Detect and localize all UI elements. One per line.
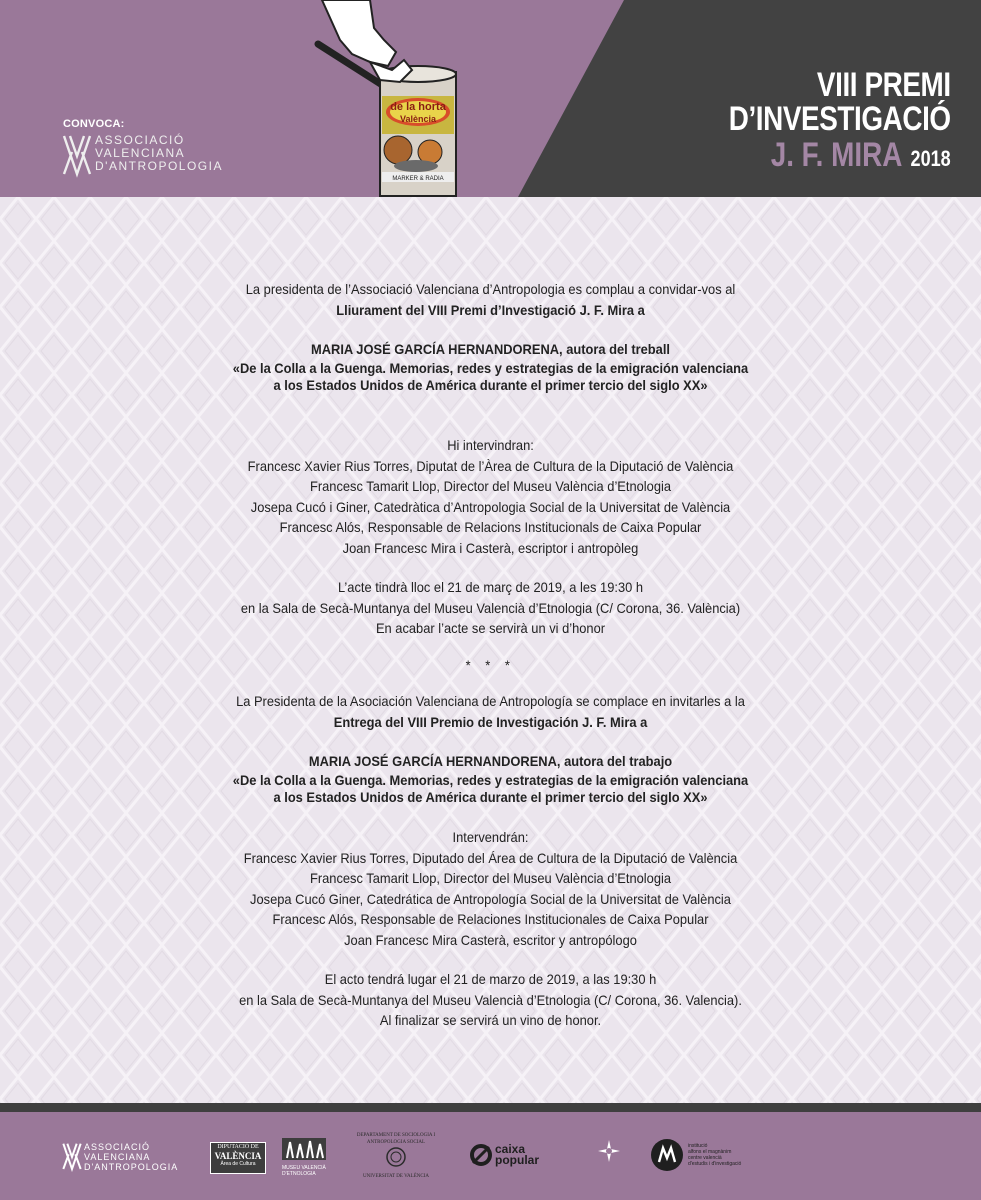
footer-assoc-logo: ASSOCIACIÓ VALENCIANA D'ANTROPOLOGIA <box>62 1142 178 1172</box>
spanish-speakers <box>0 827 981 950</box>
es-closing: Al finalizar se servirá un vino de honor. <box>379 1012 602 1028</box>
es-speakers-title: Intervendrán: <box>452 829 529 845</box>
footer-universitat-logo: DEPARTAMENT DE SOCIOLOGIA I ANTROPOLOGIA SOCIAL UNIVERSITAT DE VALÈNCIA <box>356 1133 436 1179</box>
footer-museu-logo: MUSEU VALENCIÀ D'ETNOLOGIA <box>282 1138 328 1177</box>
assoc-logo-text: ASSOCIACIÓ VALENCIANA D'ANTROPOLOGIA <box>95 133 223 173</box>
es-work-1: «De la Colla a la Guenga. Memorias, redes y estrategias de la emigración valenciana <box>232 771 749 788</box>
museu-figures-icon <box>282 1138 326 1160</box>
title-line-1: VIII PREMI <box>817 66 951 104</box>
es-speaker: Francesc Tamarit Llop, Director del Museu València d’Etnologia <box>309 870 672 886</box>
alfons-magnanim-icon <box>650 1138 684 1172</box>
val-speakers-title: Hi intervindran: <box>447 437 534 453</box>
es-speaker: Francesc Xavier Rius Torres, Diputado del Área de Cultura de la Diputació de València <box>243 849 738 866</box>
es-speaker: Josepa Cucó Giner, Catedrática de Antropología Social de la Universitat de València <box>250 890 731 907</box>
footer-divider <box>0 1103 981 1112</box>
es-where: en la Sala de Secà-Muntanya del Museu Valencià d’Etnologia (C/ Corona, 36. Valencia). <box>239 991 742 1008</box>
invitation-content <box>0 197 981 1103</box>
valencian-award <box>0 339 981 394</box>
convoca-label: CONVOCA: <box>63 118 125 130</box>
sponsors-footer <box>0 1112 981 1200</box>
assoc-monogram-icon <box>62 134 92 178</box>
title-year: 2018 <box>910 146 951 171</box>
val-author: MARIA JOSÉ GARCÍA HERNANDORENA, autora del treball <box>310 341 671 357</box>
val-speaker: Joan Francesc Mira i Casterà, escriptor i antropòleg <box>342 539 639 556</box>
header <box>0 0 981 197</box>
val-work-1: «De la Colla a la Guenga. Memorias, redes y estrategias de la emigración valenciana <box>232 359 749 376</box>
val-when: L’acte tindrà lloc el 21 de març de 2019, a les 19:30 h <box>337 579 644 595</box>
val-intro: La presidenta de l’Associació Valenciana d’Antropologia es complau a convidar-vos al <box>245 281 736 297</box>
footer-alfons-magnanim-logo: institució alfons el magnànim centre valencià d'estudis i d'investigació <box>650 1138 741 1172</box>
es-when: El acto tendrá lugar el 21 de marzo de 2019, a las 19:30 h <box>324 971 657 987</box>
title-name: J. F. MIRA <box>770 136 903 174</box>
val-speaker: Josepa Cucó i Giner, Catedràtica d’Antropologia Social de la Universitat de València <box>250 498 731 515</box>
val-speaker: Francesc Tamarit Llop, Director del Museu València d’Etnologia <box>309 478 672 494</box>
spanish-award <box>0 751 981 806</box>
val-where: en la Sala de Secà-Muntanya del Museu Valencià d’Etnologia (C/ Corona, 36. València) <box>240 599 741 616</box>
es-speaker: Joan Francesc Mira Casterà, escritor y antropólogo <box>344 931 637 948</box>
spanish-details <box>0 969 981 1031</box>
hand-can-illustration <box>300 0 470 197</box>
title-line-2: D’INVESTIGACIÓ <box>729 100 951 138</box>
es-author: MARIA JOSÉ GARCÍA HERNANDORENA, autora del trabajo <box>308 753 673 769</box>
es-intro: La Presidenta de la Asociación Valenciana de Antropología se complace en invitarles a la <box>236 693 745 709</box>
valencian-invitation <box>0 279 981 320</box>
valencian-speakers <box>0 435 981 558</box>
footer-caixa-popular-logo: caixa popular <box>470 1144 539 1166</box>
val-work-2: a los Estados Unidos de América durante el primer tercio del siglo XX» <box>273 376 708 393</box>
spanish-invitation <box>0 691 981 732</box>
val-speaker: Francesc Alós, Responsable de Relacions Institucionals de Caixa Popular <box>279 519 702 535</box>
title-line-3 <box>729 138 951 172</box>
val-closing: En acabar l’acte se servirà un vi d’honor <box>375 620 606 636</box>
assoc-monogram-icon <box>62 1142 82 1172</box>
title-block <box>680 68 951 172</box>
es-event: Entrega del VIII Premio de Investigación J. F. Mira a <box>333 713 648 730</box>
compass-star-icon <box>598 1140 620 1162</box>
footer-diputacio-logo: DIPUTACIÓ DE VALÈNCIA Àrea de Cultura <box>210 1142 266 1174</box>
caixa-popular-icon <box>470 1144 492 1166</box>
svg-text:València: València <box>399 114 437 124</box>
es-work-2: a los Estados Unidos de América durante el primer tercio del siglo XX» <box>273 788 708 805</box>
valencian-details <box>0 577 981 639</box>
separator: * * * <box>465 657 516 673</box>
val-speaker: Francesc Xavier Rius Torres, Diputat de l’Àrea de Cultura de la Diputació de València <box>247 457 734 474</box>
assoc-logo <box>62 134 223 178</box>
footer-star-logo <box>592 1140 626 1167</box>
svg-text:de la horta: de la horta <box>390 101 446 113</box>
val-event: Lliurament del VIII Premi d’Investigació J. F. Mira a <box>336 301 645 318</box>
svg-text:MARKER & RADIA: MARKER & RADIA <box>392 176 444 182</box>
university-seal-icon <box>385 1146 407 1168</box>
es-speaker: Francesc Alós, Responsable de Relaciones Institucionales de Caixa Popular <box>272 911 709 927</box>
